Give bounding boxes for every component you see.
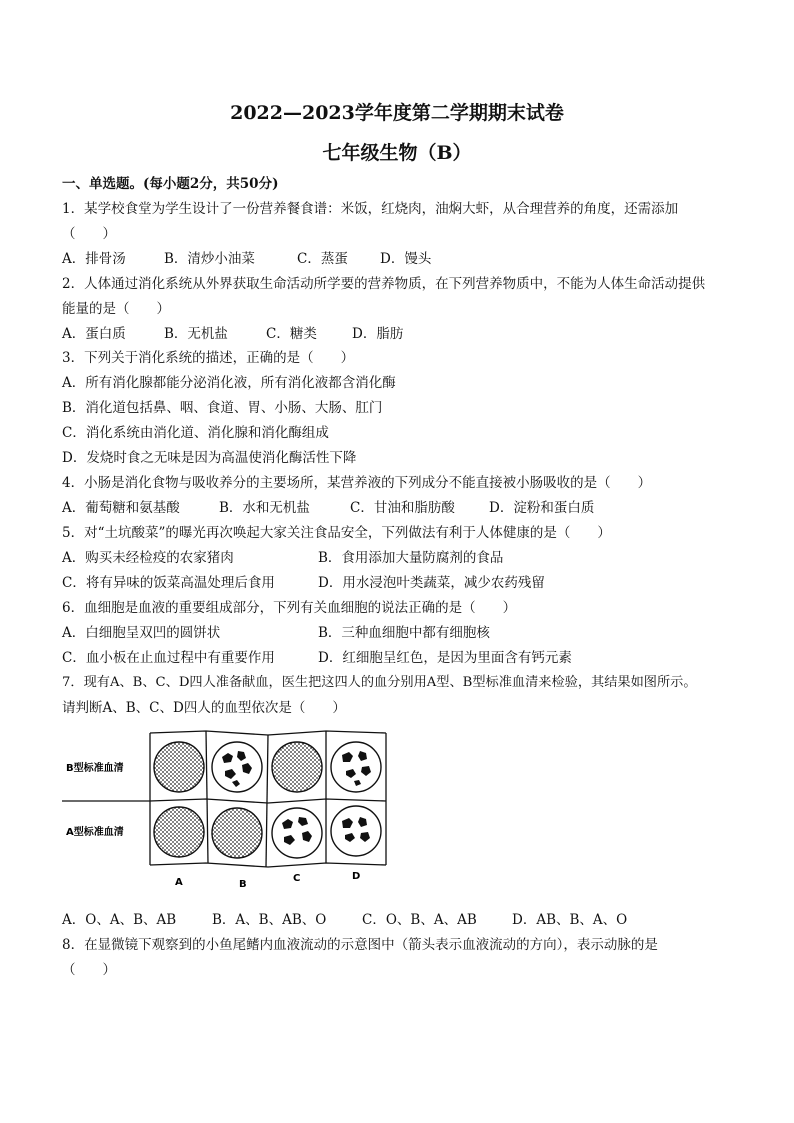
q7-option-c: C．O、B、A、AB bbox=[362, 912, 477, 928]
q6-option-c: C．血小板在止血过程中有重要作用 bbox=[62, 650, 275, 666]
q8-stem-cont: （ ） bbox=[62, 962, 116, 978]
q2-option-b: B．无机盐 bbox=[164, 326, 228, 342]
q2-stem: 2．人体通过消化系统从外界获取生命活动所学要的营养物质，在下列营养物质中，不能为人体生命活动提供 bbox=[62, 276, 706, 292]
q7-stem-cont: 请判断A、B、C、D四人的血型依次是（ ） bbox=[62, 700, 346, 716]
q6-option-a: A．白细胞呈双凹的圆饼状 bbox=[62, 625, 221, 641]
q7-option-b: B．A、B、AB、O bbox=[212, 912, 327, 928]
q4-option-a: A．葡萄糖和氨基酸 bbox=[62, 500, 180, 516]
col-label-b: B bbox=[239, 879, 247, 890]
col-label-c: C bbox=[293, 873, 301, 884]
q2-option-c: C．糖类 bbox=[266, 326, 317, 342]
q1-stem-cont: （ ） bbox=[62, 226, 116, 242]
blood-typing-figure bbox=[62, 727, 392, 892]
q3-option-d: D．发烧时食之无味是因为高温使消化酶活性下降 bbox=[62, 450, 357, 466]
exam-title: 2022—2023学年度第二学期期末试卷 bbox=[230, 102, 564, 124]
q4-stem: 4．小肠是消化食物与吸收养分的主要场所，某营养液的下列成分不能直接被小肠吸收的是（ ） bbox=[62, 475, 652, 491]
q1-option-b: B．清炒小油菜 bbox=[164, 251, 255, 267]
q4-option-b: B．水和无机盐 bbox=[219, 500, 310, 516]
sample-d-b-serum bbox=[331, 742, 381, 792]
col-label-d: D bbox=[352, 871, 361, 882]
q8-stem: 8．在显微镜下观察到的小鱼尾鳍内血液流动的示意图中（箭头表示血液流动的方向），表示动脉的是 bbox=[62, 937, 658, 953]
q7-option-d: D．AB、B、A、O bbox=[512, 912, 628, 928]
sample-a-b-serum bbox=[154, 742, 204, 792]
q7-option-a: A．O、A、B、AB bbox=[62, 912, 177, 928]
q4-option-c: C．甘油和脂肪酸 bbox=[350, 500, 455, 516]
q1-option-c: C．蒸蛋 bbox=[297, 251, 348, 267]
row-label-b-serum: B型标准血清 bbox=[66, 763, 124, 774]
q3-option-b: B．消化道包括鼻、咽、食道、胃、小肠、大肠、肛门 bbox=[62, 400, 383, 416]
q5-option-a: A．购买未经检疫的农家猪肉 bbox=[62, 550, 234, 566]
q5-stem: 5．对“土坑酸菜”的曝光再次唤起大家关注食品安全，下列做法有利于人体健康的是（ ） bbox=[62, 525, 611, 541]
exam-subtitle: 七年级生物（B） bbox=[322, 142, 472, 164]
q3-stem: 3．下列关于消化系统的描述，正确的是（ ） bbox=[62, 350, 355, 366]
row-label-a-serum: A型标准血清 bbox=[66, 827, 124, 838]
sample-b-b-serum bbox=[212, 742, 262, 792]
q1-option-d: D．馒头 bbox=[380, 251, 432, 267]
q3-option-a: A．所有消化腺都能分泌消化液，所有消化液都含消化酶 bbox=[62, 375, 396, 391]
q5-option-d: D．用水浸泡叶类蔬菜，减少农药残留 bbox=[318, 575, 545, 591]
q1-stem: 1．某学校食堂为学生设计了一份营养餐食谱：米饭，红烧肉，油焖大虾，从合理营养的角度，还需添加 bbox=[62, 201, 679, 217]
q2-stem-cont: 能量的是（ ） bbox=[62, 301, 170, 317]
q3-option-c: C．消化系统由消化道、消化腺和消化酶组成 bbox=[62, 425, 329, 441]
sample-d-a-serum bbox=[331, 806, 381, 856]
q6-option-b: B．三种血细胞中都有细胞核 bbox=[318, 625, 490, 641]
sample-c-b-serum bbox=[272, 742, 322, 792]
q7-stem: 7．现有A、B、C、D四人准备献血，医生把这四人的血分别用A型、B型标准血清来检验，其结果如图所示。 bbox=[62, 675, 697, 690]
sample-b-a-serum bbox=[212, 808, 262, 858]
q5-option-b: B．食用添加大量防腐剂的食品 bbox=[318, 550, 504, 566]
section-heading: 一、单选题。(每小题2分，共50分) bbox=[62, 176, 279, 192]
col-label-a: A bbox=[175, 877, 183, 888]
q5-option-c: C．将有异味的饭菜高温处理后食用 bbox=[62, 575, 275, 591]
sample-c-a-serum bbox=[272, 808, 322, 858]
q4-option-d: D．淀粉和蛋白质 bbox=[489, 500, 595, 516]
q1-option-a: A．排骨汤 bbox=[62, 251, 126, 267]
q2-option-d: D．脂肪 bbox=[352, 326, 404, 342]
q6-stem: 6．血细胞是血液的重要组成部分，下列有关血细胞的说法正确的是（ ） bbox=[62, 600, 517, 616]
q6-option-d: D．红细胞呈红色，是因为里面含有钙元素 bbox=[318, 650, 572, 666]
sample-a-a-serum bbox=[154, 807, 204, 857]
q2-option-a: A．蛋白质 bbox=[62, 326, 126, 342]
